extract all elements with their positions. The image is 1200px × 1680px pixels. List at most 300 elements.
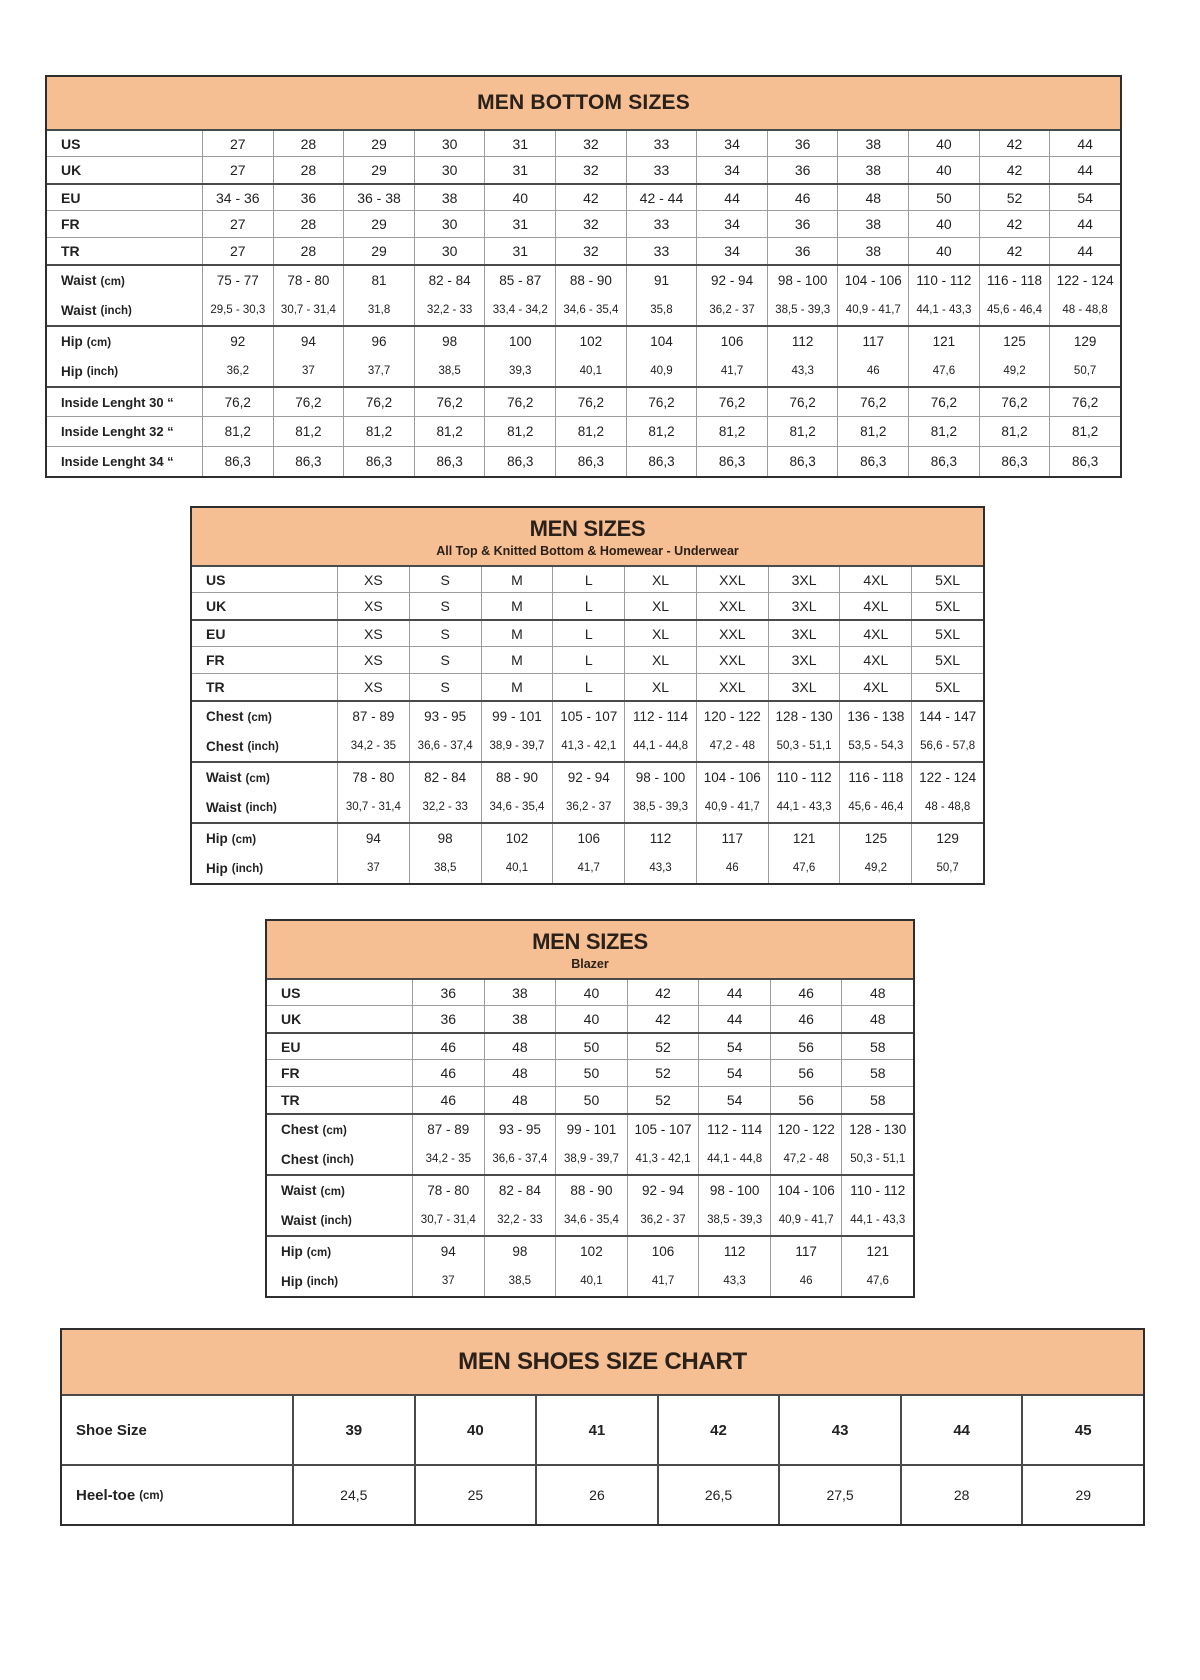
cell: 40,9 [626, 356, 697, 386]
row-label-text: Waist [281, 1212, 317, 1228]
cell: 40,1 [481, 853, 553, 883]
table-row [192, 853, 983, 883]
cell: 88 - 90 [481, 763, 553, 792]
cell: 82 - 84 [414, 266, 485, 295]
cell: 129 [1049, 327, 1120, 356]
cell: 50,7 [1049, 356, 1120, 386]
cell: 86,3 [626, 447, 697, 476]
row-label-text: UK [281, 1011, 302, 1027]
row-label [47, 185, 202, 210]
cell: M [481, 674, 553, 700]
cell: 87 - 89 [412, 1115, 484, 1144]
cell: 41,7 [696, 356, 767, 386]
cell: 104 - 106 [837, 266, 908, 295]
cell: 37 [273, 356, 344, 386]
cell: 76,2 [626, 388, 697, 416]
cell: 110 - 112 [768, 763, 840, 792]
cell: 44 [1049, 211, 1120, 237]
cell: 48 [484, 1087, 556, 1113]
cell: 42 [555, 185, 626, 210]
table-row [47, 237, 1120, 264]
cell: 54 [698, 1034, 770, 1059]
cell: 105 - 107 [627, 1115, 699, 1144]
row-label-unit: (inch) [231, 863, 264, 875]
row-label-unit: (inch) [100, 305, 132, 317]
cell: 38,5 - 39,3 [698, 1205, 770, 1235]
table-row [47, 356, 1120, 386]
row-label-text: Hip [206, 860, 228, 876]
row-label [192, 647, 337, 673]
cell: 36,2 [202, 356, 273, 386]
cell: 31 [484, 131, 555, 156]
row-label-text: Chest [206, 709, 244, 724]
row-label-text: Inside Lenght 34 “ [61, 454, 174, 469]
table-row [267, 1266, 913, 1296]
cell: 86,3 [908, 447, 979, 476]
cell: S [409, 647, 481, 673]
cell: 32 [555, 211, 626, 237]
cell: 112 - 114 [624, 702, 696, 731]
cell: XXL [696, 647, 768, 673]
cell: 27 [202, 238, 273, 264]
row-label-unit: (cm) [247, 711, 272, 724]
cell: 92 [202, 327, 273, 356]
cell: 3XL [768, 621, 840, 646]
row-label-unit: (cm) [86, 336, 112, 349]
cell: 29 [1021, 1466, 1143, 1524]
row-label [192, 763, 337, 792]
cell: 86,3 [696, 447, 767, 476]
row-label-unit: (cm) [100, 275, 125, 288]
cell: 112 - 114 [698, 1115, 770, 1144]
cell: 106 [696, 327, 767, 356]
cell: 38 [414, 185, 485, 210]
table-row [192, 565, 983, 592]
table-title: MEN SIZES [529, 515, 646, 541]
cell: 36 - 38 [343, 185, 414, 210]
cell: 39 [292, 1396, 414, 1464]
cell: 33 [626, 211, 697, 237]
row-label [267, 1205, 412, 1235]
cell: XL [624, 593, 696, 619]
cell: 42 [657, 1396, 779, 1464]
cell: 3XL [768, 647, 840, 673]
cell: 76,2 [908, 388, 979, 416]
cell: 38 [837, 157, 908, 183]
cell: 96 [343, 327, 414, 356]
table-row [47, 210, 1120, 237]
table-row [192, 761, 983, 792]
cell: 46 [837, 356, 908, 386]
row-label-text: Waist [61, 273, 97, 288]
cell: 36,6 - 37,4 [484, 1144, 556, 1174]
cell: 98 [484, 1237, 556, 1266]
row-label-text: FR [206, 652, 225, 668]
row-label [192, 593, 337, 619]
cell: 48 [837, 185, 908, 210]
cell: 81,2 [484, 417, 555, 446]
cell: 81,2 [626, 417, 697, 446]
cell: 24,5 [292, 1466, 414, 1524]
cell: 34,6 - 35,4 [555, 1205, 627, 1235]
row-label-unit: (inch) [86, 366, 119, 378]
cell: 86,3 [979, 447, 1050, 476]
row-label [47, 157, 202, 183]
cell: 88 - 90 [555, 266, 626, 295]
row-label [267, 1144, 412, 1174]
cell: 92 - 94 [552, 763, 624, 792]
table-title: MEN SHOES SIZE CHART [458, 1348, 747, 1375]
cell: 27 [202, 131, 273, 156]
cell: M [481, 593, 553, 619]
cell: 32,2 - 33 [484, 1205, 556, 1235]
cell: 98 - 100 [767, 266, 838, 295]
table-row [192, 700, 983, 731]
cell: 28 [900, 1466, 1022, 1524]
cell: 52 [627, 1034, 699, 1059]
row-label-text: Hip [61, 363, 83, 379]
cell: 38,5 [414, 356, 485, 386]
cell: 81,2 [273, 417, 344, 446]
cell: 38 [837, 211, 908, 237]
table-row [192, 822, 983, 853]
cell: 4XL [839, 593, 911, 619]
cell: 136 - 138 [839, 702, 911, 731]
cell: 56 [770, 1060, 842, 1086]
cell: 5XL [911, 621, 983, 646]
cell: 4XL [839, 674, 911, 700]
cell: 30,7 - 31,4 [273, 295, 344, 325]
cell: 44 [698, 1006, 770, 1032]
cell: 48 [484, 1034, 556, 1059]
cell: 34 - 36 [202, 185, 273, 210]
cell: 86,3 [202, 447, 273, 476]
cell: 27 [202, 157, 273, 183]
row-label-text: US [206, 571, 226, 588]
cell: 44,1 - 43,3 [908, 295, 979, 325]
cell: 30 [414, 211, 485, 237]
cell: 33 [626, 157, 697, 183]
cell: 41,7 [627, 1266, 699, 1296]
table-row [267, 1005, 913, 1032]
cell: 42 [979, 157, 1050, 183]
cell: S [409, 621, 481, 646]
row-label [192, 674, 337, 700]
cell: 26 [535, 1466, 657, 1524]
cell: 86,3 [273, 447, 344, 476]
table-men-sizes-blazer [265, 919, 915, 1298]
cell: L [552, 621, 624, 646]
cell: 43,3 [624, 853, 696, 883]
cell: 76,2 [414, 388, 485, 416]
cell: 104 - 106 [770, 1176, 842, 1205]
cell: XS [337, 621, 409, 646]
cell: XS [337, 647, 409, 673]
cell: 88 - 90 [555, 1176, 627, 1205]
cell: 34 [696, 238, 767, 264]
row-label-unit: (cm) [322, 1124, 347, 1137]
cell: 117 [837, 327, 908, 356]
cell: 81,2 [837, 417, 908, 446]
cell: 87 - 89 [337, 702, 409, 731]
cell: 78 - 80 [337, 763, 409, 792]
cell: 85 - 87 [484, 266, 555, 295]
cell: 76,2 [1049, 388, 1120, 416]
row-label [47, 266, 202, 295]
table-row [47, 386, 1120, 416]
cell: 47,6 [768, 853, 840, 883]
cell: 32,2 - 33 [409, 792, 481, 822]
cell: XXL [696, 674, 768, 700]
cell: 53,5 - 54,3 [839, 731, 911, 761]
table-row [62, 1394, 1143, 1464]
cell: M [481, 647, 553, 673]
cell: 40,9 - 41,7 [837, 295, 908, 325]
cell: 86,3 [837, 447, 908, 476]
cell: 44,1 - 44,8 [698, 1144, 770, 1174]
cell: M [481, 621, 553, 646]
cell: 40 [908, 131, 979, 156]
cell: 46 [770, 1266, 842, 1296]
cell: 76,2 [555, 388, 626, 416]
row-label [192, 792, 337, 822]
row-label [47, 211, 202, 237]
cell: 46 [412, 1034, 484, 1059]
cell: 50,7 [911, 853, 983, 883]
size-chart-document [0, 75, 1200, 1526]
row-label-text: TR [281, 1092, 300, 1108]
cell: XXL [696, 593, 768, 619]
cell: 40 [908, 238, 979, 264]
cell: 44,1 - 44,8 [624, 731, 696, 761]
table-header [192, 508, 983, 565]
cell: 38 [837, 131, 908, 156]
cell: 50 [555, 1060, 627, 1086]
cell: 102 [481, 824, 553, 853]
row-label-text: Inside Lenght 30 “ [61, 394, 174, 410]
cell: 30 [414, 157, 485, 183]
table-subtitle: All Top & Knitted Bottom & Homewear - Underwear [436, 543, 739, 558]
cell: 110 - 112 [908, 266, 979, 295]
row-label-text: TR [206, 679, 225, 695]
cell: 36,2 - 37 [627, 1205, 699, 1235]
cell: 50 [555, 1034, 627, 1059]
row-label [47, 131, 202, 156]
cell: 28 [273, 238, 344, 264]
cell: 54 [698, 1060, 770, 1086]
cell: 3XL [768, 593, 840, 619]
cell: 34,2 - 35 [412, 1144, 484, 1174]
row-label [47, 238, 202, 264]
cell: M [481, 567, 553, 592]
cell: 36 [412, 1006, 484, 1032]
cell: 38 [484, 980, 556, 1005]
cell: 86,3 [343, 447, 414, 476]
cell: 78 - 80 [412, 1176, 484, 1205]
cell: 58 [841, 1060, 913, 1086]
table-row [267, 1205, 913, 1235]
cell: 98 - 100 [698, 1176, 770, 1205]
cell: 32 [555, 157, 626, 183]
row-label [267, 1115, 412, 1144]
cell: 52 [627, 1087, 699, 1113]
row-label-unit: (cm) [320, 1185, 345, 1198]
row-label-text: Heel-toe [76, 1486, 136, 1504]
cell: L [552, 647, 624, 673]
cell: 34 [696, 211, 767, 237]
cell: 36 [767, 211, 838, 237]
table-header [62, 1330, 1143, 1394]
row-label-text: UK [61, 162, 82, 178]
cell: XS [337, 674, 409, 700]
cell: 41,7 [552, 853, 624, 883]
row-label-unit: (cm) [139, 1490, 164, 1502]
cell: 4XL [839, 647, 911, 673]
cell: 92 - 94 [627, 1176, 699, 1205]
cell: XS [337, 567, 409, 592]
cell: 86,3 [555, 447, 626, 476]
cell: 92 - 94 [696, 266, 767, 295]
row-label-text: Waist [206, 770, 242, 785]
row-label [267, 1060, 412, 1086]
cell: 81,2 [343, 417, 414, 446]
cell: 52 [627, 1060, 699, 1086]
cell: 5XL [911, 567, 983, 592]
cell: 81,2 [979, 417, 1050, 446]
cell: 37 [412, 1266, 484, 1296]
cell: 81,2 [414, 417, 485, 446]
cell: 36,2 - 37 [552, 792, 624, 822]
cell: 33 [626, 131, 697, 156]
cell: 81,2 [1049, 417, 1120, 446]
cell: 34 [696, 157, 767, 183]
cell: 49,2 [979, 356, 1050, 386]
cell: 121 [768, 824, 840, 853]
table-row [267, 1086, 913, 1113]
cell: 48 [484, 1060, 556, 1086]
cell: 33 [626, 238, 697, 264]
cell: 102 [555, 327, 626, 356]
table-row [267, 1059, 913, 1086]
table-men-sizes-top [190, 506, 985, 885]
row-label-text: EU [206, 625, 226, 642]
cell: 104 [626, 327, 697, 356]
cell: 76,2 [696, 388, 767, 416]
cell: 40 [908, 211, 979, 237]
cell: 48 - 48,8 [1049, 295, 1120, 325]
row-label-unit: (inch) [320, 1215, 352, 1227]
row-label [192, 853, 337, 883]
cell: XXL [696, 567, 768, 592]
cell: 48 [841, 980, 913, 1005]
row-label-text: Hip [61, 334, 83, 349]
cell: 106 [627, 1237, 699, 1266]
cell: 28 [273, 157, 344, 183]
cell: 102 [555, 1237, 627, 1266]
cell: 76,2 [767, 388, 838, 416]
cell: 36 [273, 185, 344, 210]
row-label [267, 1034, 412, 1059]
cell: 93 - 95 [409, 702, 481, 731]
cell: 54 [1049, 185, 1120, 210]
cell: 37,7 [343, 356, 414, 386]
cell: S [409, 567, 481, 592]
cell: L [552, 674, 624, 700]
row-label [47, 388, 202, 416]
cell: 50,3 - 51,1 [841, 1144, 913, 1174]
row-label [267, 1176, 412, 1205]
cell: 38 [837, 238, 908, 264]
cell: 27 [202, 211, 273, 237]
cell: 36,2 - 37 [696, 295, 767, 325]
cell: 38,5 [484, 1266, 556, 1296]
table-row [192, 792, 983, 822]
table-row [47, 129, 1120, 156]
row-label-unit: (cm) [231, 833, 257, 846]
cell: 81 [343, 266, 414, 295]
cell: 76,2 [484, 388, 555, 416]
cell: 50,3 - 51,1 [768, 731, 840, 761]
cell: 41,3 - 42,1 [627, 1144, 699, 1174]
cell: 32 [555, 238, 626, 264]
cell: 43 [778, 1396, 900, 1464]
cell: 78 - 80 [273, 266, 344, 295]
cell: L [552, 593, 624, 619]
cell: 45,6 - 46,4 [979, 295, 1050, 325]
row-label [47, 417, 202, 446]
cell: 5XL [911, 593, 983, 619]
cell: 144 - 147 [911, 702, 983, 731]
cell: 106 [552, 824, 624, 853]
cell: 81,2 [696, 417, 767, 446]
cell: 50 [555, 1087, 627, 1113]
cell: 38,5 [409, 853, 481, 883]
cell: 81,2 [202, 417, 273, 446]
row-label [267, 1266, 412, 1296]
row-label [62, 1396, 292, 1464]
cell: XL [624, 674, 696, 700]
cell: 42 [979, 211, 1050, 237]
cell: 44 [1049, 238, 1120, 264]
cell: 45 [1021, 1396, 1143, 1464]
cell: 40 [414, 1396, 536, 1464]
cell: 121 [908, 327, 979, 356]
cell: 81,2 [555, 417, 626, 446]
cell: 76,2 [979, 388, 1050, 416]
cell: 44 [1049, 131, 1120, 156]
cell: 122 - 124 [911, 763, 983, 792]
cell: 50 [908, 185, 979, 210]
cell: 40,1 [555, 356, 626, 386]
cell: 40 [484, 185, 555, 210]
cell: 98 [414, 327, 485, 356]
row-label [192, 621, 337, 646]
cell: 42 [979, 131, 1050, 156]
row-label-text: EU [281, 1038, 301, 1055]
cell: 39,3 [484, 356, 555, 386]
cell: 117 [770, 1237, 842, 1266]
cell: 93 - 95 [484, 1115, 556, 1144]
cell: 58 [841, 1087, 913, 1113]
cell: 99 - 101 [555, 1115, 627, 1144]
cell: 28 [273, 131, 344, 156]
table-row [192, 592, 983, 619]
cell: 42 [627, 1006, 699, 1032]
cell: 121 [841, 1237, 913, 1266]
cell: 86,3 [414, 447, 485, 476]
row-label-text: Chest [206, 738, 244, 754]
row-label-text: UK [206, 598, 227, 614]
